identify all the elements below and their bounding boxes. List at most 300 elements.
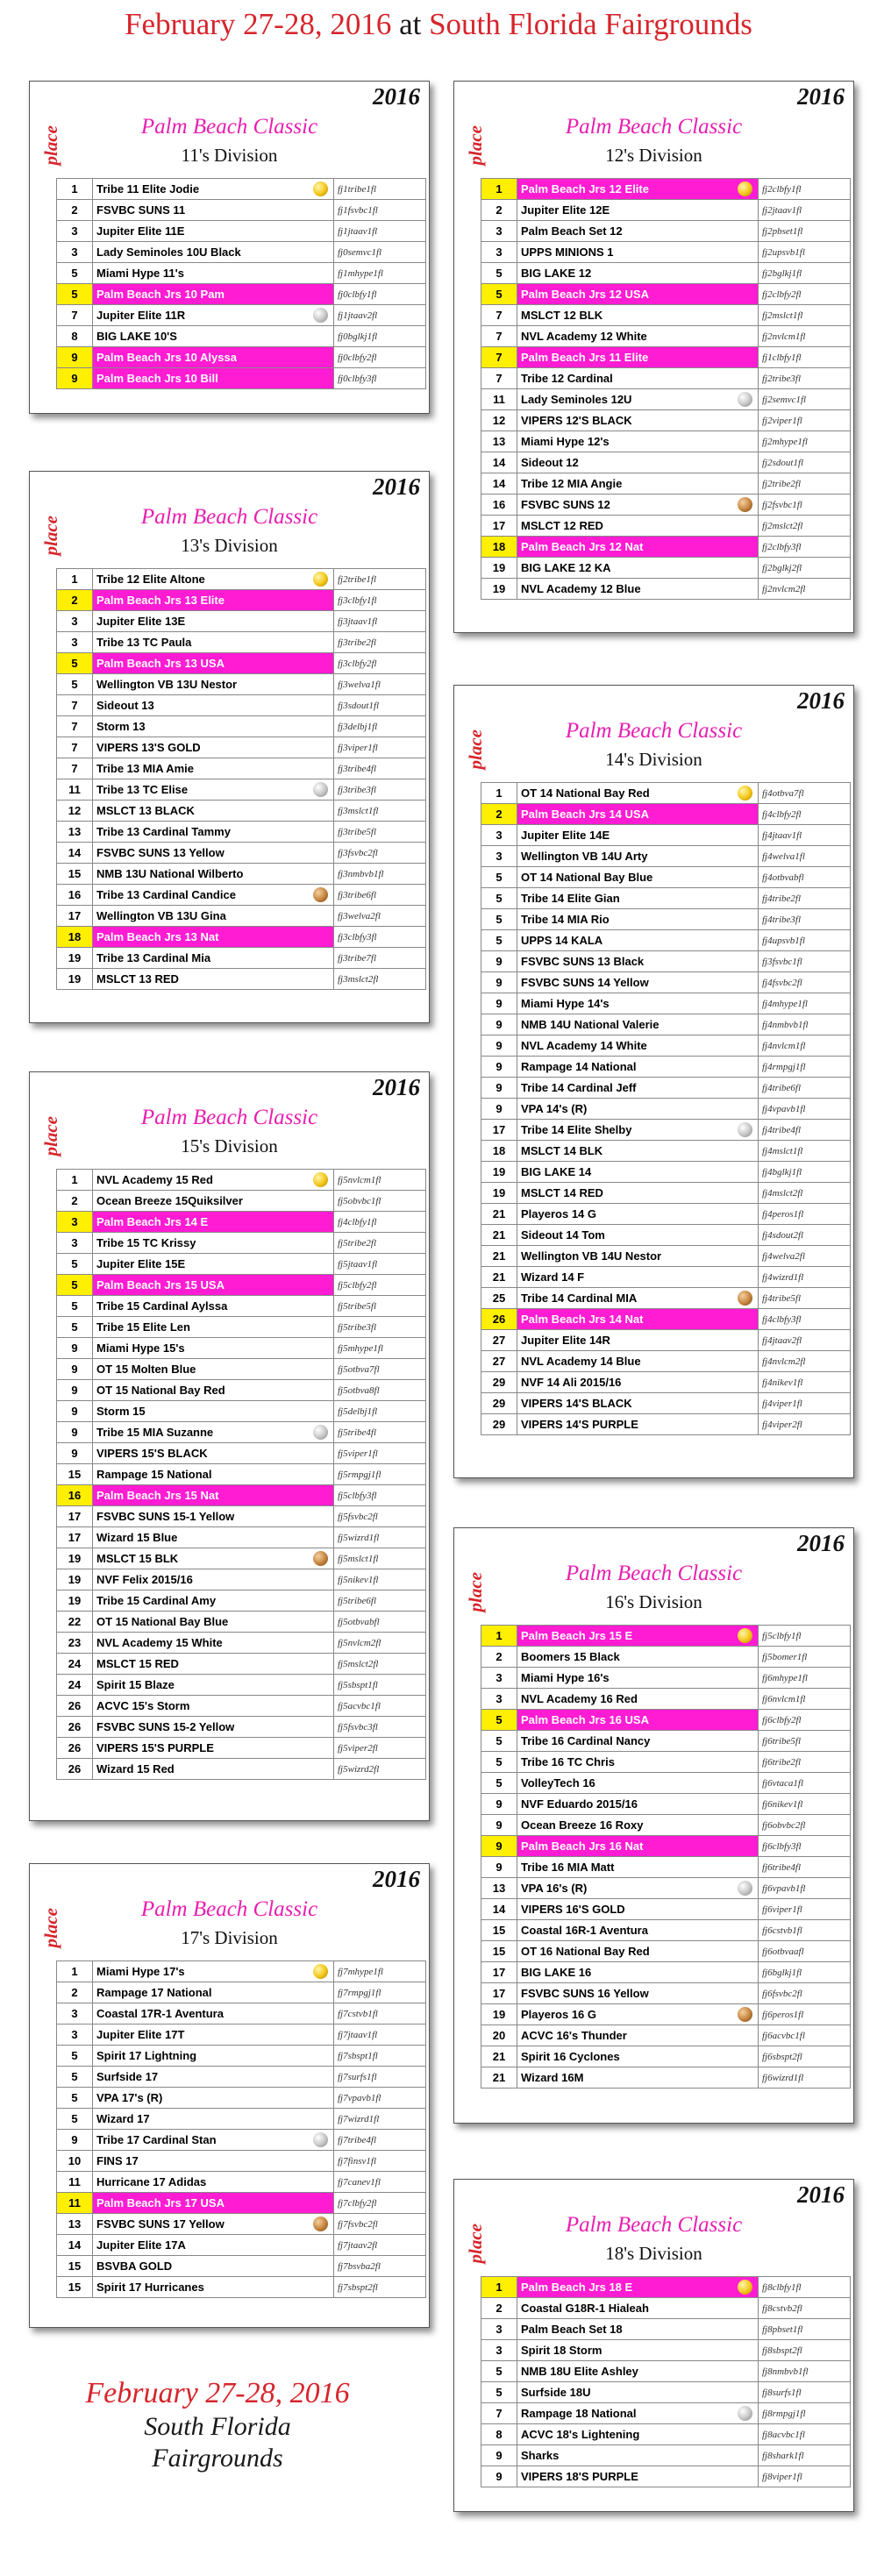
team-cell (517, 1962, 759, 1983)
team-name: Palm Beach Jrs 10 Pam (96, 288, 225, 301)
team-cell (93, 569, 334, 590)
place-cell: 3 (57, 2003, 93, 2025)
standings-table (56, 1169, 426, 1780)
team-code-cell: fj8pbset1fl (759, 2319, 851, 2340)
team-code-cell: fj1tribe1fl (334, 179, 426, 200)
place-label: place (465, 729, 486, 770)
standings-table (481, 1625, 851, 2089)
team-cell (517, 1773, 759, 1794)
gold-medal-icon (738, 2280, 752, 2295)
team-name: Palm Beach Jrs 10 Bill (96, 372, 218, 385)
place-cell: 9 (57, 1401, 93, 1422)
team-name: FSVBC SUNS 15-2 Yellow (96, 1720, 235, 1733)
place-label: place (465, 125, 486, 166)
team-code-cell: fj0bglkj1fl (334, 326, 426, 347)
footer-venue-line1: South Florida (144, 2412, 291, 2441)
team-code-cell: fj4fsvbc2fl (759, 972, 851, 993)
table-row (481, 558, 851, 579)
team-name: Hurricane 17 Adidas (96, 2175, 207, 2188)
team-cell (517, 389, 759, 410)
team-cell (517, 1815, 759, 1836)
table-row (57, 843, 426, 864)
team-code-cell: fj7sbspt2fl (334, 2277, 426, 2298)
place-cell: 9 (481, 1035, 517, 1057)
team-cell (517, 263, 759, 284)
team-name: Lady Seminoles 10U Black (96, 246, 241, 259)
team-cell (93, 2214, 334, 2235)
team-cell (517, 846, 759, 867)
team-name: NVL Academy 16 Red (521, 1692, 638, 1705)
team-code-cell: fj2mhype1fl (759, 431, 851, 452)
team-name: Palm Beach Jrs 15 Nat (96, 1489, 219, 1502)
team-cell (517, 1920, 759, 1941)
team-code-cell: fj7jtaav1fl (334, 2025, 426, 2046)
team-name: NVF Eduardo 2015/16 (521, 1797, 638, 1811)
team-name: Jupiter Elite 17T (96, 2028, 185, 2041)
table-row (481, 804, 851, 825)
team-code-cell: fj6otbvaafl (759, 1941, 851, 1962)
team-cell (517, 473, 759, 495)
team-cell (93, 1170, 334, 1191)
team-code-cell: fj4jtaav1fl (759, 825, 851, 846)
team-name: Coastal 16R-1 Aventura (521, 1924, 648, 1937)
place-label: place (40, 125, 61, 166)
table-row (481, 2424, 851, 2445)
table-row (57, 1275, 426, 1296)
table-row (481, 1141, 851, 1162)
table-row (481, 1204, 851, 1225)
place-cell: 27 (481, 1351, 517, 1372)
division-card (453, 1527, 854, 2124)
team-code-cell: fj5otbva8fl (334, 1380, 426, 1401)
team-name: Palm Beach Jrs 14 E (96, 1215, 209, 1228)
standings-table (56, 1960, 426, 2298)
card-title: Palm Beach Classic (565, 2213, 743, 2237)
team-name: Tribe 16 MIA Matt (521, 1861, 615, 1874)
place-cell: 1 (57, 1961, 93, 1982)
place-cell: 26 (57, 1717, 93, 1738)
table-row (481, 368, 851, 389)
table-row (481, 2277, 851, 2298)
team-name: Spirit 16 Cyclones (521, 2050, 620, 2063)
place-cell: 18 (481, 537, 517, 558)
place-cell: 19 (481, 2004, 517, 2025)
table-row (481, 1941, 851, 1962)
team-cell (517, 1183, 759, 1204)
table-row (481, 1815, 851, 1836)
team-cell (93, 1317, 334, 1338)
team-name: Spirit 15 Blaze (96, 1678, 175, 1691)
place-cell: 3 (57, 242, 93, 263)
team-cell (93, 368, 334, 389)
card-title: Palm Beach Classic (565, 1562, 743, 1585)
place-cell: 9 (481, 1815, 517, 1836)
place-cell: 13 (481, 431, 517, 452)
table-row (481, 1668, 851, 1689)
team-cell (517, 972, 759, 993)
table-row (57, 2172, 426, 2193)
team-cell (93, 1696, 334, 1717)
table-row (481, 410, 851, 431)
team-cell (93, 2277, 334, 2298)
table-row (57, 801, 426, 822)
table-row (57, 674, 426, 695)
team-code-cell: fj0clbfy1fl (334, 284, 426, 305)
team-name: Jupiter Elite 11E (96, 224, 185, 238)
team-name: Ocean Breeze 15Quiksilver (96, 1194, 243, 1207)
place-cell: 5 (481, 2382, 517, 2403)
table-row (57, 969, 426, 990)
team-cell (93, 1717, 334, 1738)
team-name: NVL Academy 15 White (96, 1636, 223, 1649)
place-cell: 26 (57, 1696, 93, 1717)
table-row (481, 2046, 851, 2067)
place-cell: 5 (57, 2088, 93, 2109)
standings-table (56, 568, 426, 990)
team-cell (93, 2046, 334, 2067)
table-row (481, 2298, 851, 2319)
table-row (57, 1191, 426, 1212)
table-row (57, 632, 426, 653)
place-cell: 1 (481, 783, 517, 804)
team-cell (93, 2088, 334, 2109)
team-cell (517, 410, 759, 431)
table-row (481, 783, 851, 804)
team-code-cell: fj6clbfy2fl (759, 1710, 851, 1731)
silver-medal-icon (738, 1881, 752, 1896)
place-cell: 9 (57, 1380, 93, 1401)
place-cell: 3 (481, 825, 517, 846)
place-cell: 8 (481, 2424, 517, 2445)
table-row (481, 221, 851, 242)
card-year: 2016 (373, 83, 420, 110)
table-row (481, 537, 851, 558)
team-code-cell: fj4sdout2fl (759, 1225, 851, 1246)
team-code-cell: fj5mslct2fl (334, 1654, 426, 1675)
table-row (481, 431, 851, 452)
team-name: Jupiter Elite 14R (521, 1334, 610, 1347)
place-cell: 17 (481, 516, 517, 537)
team-name: Sideout 14 Tom (521, 1228, 605, 1242)
team-name: Playeros 16 G (521, 2008, 596, 2021)
division-name: 14's Division (605, 749, 702, 770)
place-label: place (40, 516, 61, 556)
place-cell: 15 (57, 864, 93, 885)
place-cell: 26 (57, 1738, 93, 1759)
table-row (481, 1414, 851, 1435)
team-code-cell: fj5fsvbc2fl (334, 1506, 426, 1527)
team-name: Spirit 18 Storm (521, 2344, 602, 2357)
division-card (29, 1863, 430, 2328)
team-code-cell: fj6cstvb1fl (759, 1920, 851, 1941)
team-name: Miami Hype 11's (96, 267, 184, 280)
team-code-cell: fj6tribe5fl (759, 1731, 851, 1752)
team-cell (93, 2235, 334, 2256)
place-cell: 5 (57, 263, 93, 284)
team-name: Wizard 14 F (521, 1270, 585, 1284)
team-cell (517, 431, 759, 452)
header-at: at (399, 7, 422, 41)
place-cell: 2 (57, 1982, 93, 2003)
team-cell (517, 537, 759, 558)
place-cell: 21 (481, 1246, 517, 1267)
team-code-cell: fj6nvlcm1fl (759, 1689, 851, 1710)
team-name: Wizard 15 Blue (96, 1531, 178, 1544)
team-name: Sideout 12 (521, 456, 579, 469)
place-cell: 21 (481, 1225, 517, 1246)
team-cell (517, 825, 759, 846)
table-row (57, 864, 426, 885)
team-cell (93, 1612, 334, 1633)
table-row (57, 1338, 426, 1359)
team-code-cell: fj6vtaca1fl (759, 1773, 851, 1794)
place-cell: 5 (57, 284, 93, 305)
team-code-cell: fj5otbvabfl (334, 1612, 426, 1633)
team-name: Ocean Breeze 16 Roxy (521, 1818, 644, 1832)
team-cell (517, 1393, 759, 1414)
team-cell (93, 674, 334, 695)
team-name: UPPS 14 KALA (521, 934, 603, 947)
place-cell: 7 (481, 305, 517, 326)
team-cell (93, 326, 334, 347)
place-cell: 5 (481, 284, 517, 305)
team-name: Palm Beach Jrs 12 Elite (521, 182, 649, 196)
division-name: 18's Division (605, 2243, 702, 2264)
team-code-cell: fj2nvlcm2fl (759, 579, 851, 600)
team-name: Coastal G18R-1 Hialeah (521, 2302, 649, 2315)
place-cell: 1 (481, 1626, 517, 1647)
team-code-cell: fj4nvlcm1fl (759, 1035, 851, 1057)
table-row (57, 695, 426, 716)
team-code-cell: fj6obvbc2fl (759, 1815, 851, 1836)
team-name: Storm 13 (96, 720, 146, 733)
table-row (57, 1212, 426, 1233)
place-cell: 18 (57, 927, 93, 948)
team-code-cell: fj3delbj1fl (334, 716, 426, 737)
table-row (57, 2088, 426, 2109)
team-code-cell: fj2tribe1fl (334, 569, 426, 590)
team-cell (93, 200, 334, 221)
place-cell: 3 (57, 2025, 93, 2046)
team-code-cell: fj6tribe2fl (759, 1752, 851, 1773)
place-cell: 21 (481, 2067, 517, 2089)
team-cell (517, 200, 759, 221)
team-cell (93, 1443, 334, 1464)
team-name: VolleyTech 16 (521, 1776, 595, 1790)
team-cell (93, 1633, 334, 1654)
team-code-cell: fj5sbspt1fl (334, 1675, 426, 1696)
place-cell: 19 (57, 948, 93, 969)
team-cell (93, 2109, 334, 2130)
team-cell (517, 2361, 759, 2382)
table-row (57, 1443, 426, 1464)
team-name: FINS 17 (96, 2154, 139, 2167)
team-code-cell: fj7sbspt1fl (334, 2046, 426, 2067)
team-cell (517, 1162, 759, 1183)
team-code-cell: fj5acvbc1fl (334, 1696, 426, 1717)
team-cell (93, 737, 334, 758)
place-cell: 10 (57, 2151, 93, 2172)
team-cell (517, 242, 759, 263)
team-cell (93, 1191, 334, 1212)
page-footer (42, 2376, 393, 2474)
card-title: Palm Beach Classic (565, 115, 743, 139)
team-code-cell: fj3welva2fl (334, 906, 426, 927)
team-code-cell: fj7fsvbc2fl (334, 2214, 426, 2235)
bronze-medal-icon (738, 2007, 752, 2022)
team-code-cell: fj0clbfy3fl (334, 368, 426, 389)
team-cell (517, 1035, 759, 1057)
place-cell: 5 (481, 263, 517, 284)
place-label: place (40, 1908, 61, 1948)
card-title: Palm Beach Classic (140, 505, 318, 529)
team-code-cell: fj8cstvb2fl (759, 2298, 851, 2319)
team-name: Palm Beach Jrs 18 E (521, 2281, 633, 2294)
table-row (57, 885, 426, 906)
team-code-cell: fj5tribe3fl (334, 1317, 426, 1338)
table-row (481, 1330, 851, 1351)
place-cell: 12 (57, 801, 93, 822)
place-cell: 5 (57, 1254, 93, 1275)
team-code-cell: fj3clbfy2fl (334, 653, 426, 674)
table-row (57, 569, 426, 590)
table-row (57, 1633, 426, 1654)
team-name: Palm Beach Jrs 17 USA (96, 2196, 225, 2210)
team-code-cell: fj4tribe3fl (759, 909, 851, 930)
team-name: Wellington VB 13U Nestor (96, 678, 238, 691)
team-code-cell: fj5viper1fl (334, 1443, 426, 1464)
team-name: FSVBC SUNS 11 (96, 203, 186, 217)
team-code-cell: fj2jtaav1fl (759, 200, 851, 221)
team-code-cell: fj4viper2fl (759, 1414, 851, 1435)
team-cell (517, 368, 759, 389)
division-card (29, 81, 430, 414)
table-row (57, 347, 426, 368)
table-row (481, 1836, 851, 1857)
team-name: BIG LAKE 10'S (96, 330, 177, 343)
place-cell: 5 (481, 2361, 517, 2382)
table-row (481, 579, 851, 600)
team-name: Tribe 15 Elite Len (96, 1320, 190, 1334)
team-name: Spirit 17 Hurricanes (96, 2281, 204, 2294)
team-name: Tribe 11 Elite Jodie (96, 182, 200, 196)
team-name: Miami Hype 16's (521, 1671, 610, 1684)
team-code-cell: fj7vpavb1fl (334, 2088, 426, 2109)
bronze-medal-icon (738, 497, 752, 512)
team-name: Jupiter Elite 17A (96, 2238, 186, 2252)
table-row (481, 2403, 851, 2424)
team-cell (517, 326, 759, 347)
place-cell: 19 (481, 1162, 517, 1183)
place-cell: 3 (481, 2340, 517, 2361)
team-name: MSLCT 13 RED (96, 972, 179, 986)
table-row (57, 1401, 426, 1422)
table-row (481, 1899, 851, 1920)
table-row (481, 846, 851, 867)
table-row (57, 179, 426, 200)
team-name: VIPERS 13'S GOLD (96, 741, 201, 754)
team-name: OT 14 National Bay Red (521, 786, 650, 800)
team-code-cell: fj6acvbc1fl (759, 2025, 851, 2046)
table-row (481, 2340, 851, 2361)
team-cell (517, 2046, 759, 2067)
team-cell (93, 822, 334, 843)
place-cell: 7 (481, 368, 517, 389)
table-row (481, 1626, 851, 1647)
table-row (481, 1794, 851, 1815)
place-cell: 5 (57, 1317, 93, 1338)
table-row (481, 389, 851, 410)
team-cell (93, 885, 334, 906)
place-cell: 29 (481, 1372, 517, 1393)
team-name: BSVBA GOLD (96, 2259, 173, 2273)
table-row (57, 2235, 426, 2256)
team-code-cell: fj5obvbc1fl (334, 1191, 426, 1212)
team-code-cell: fj6bglkj1fl (759, 1962, 851, 1983)
place-cell: 8 (57, 326, 93, 347)
team-code-cell: fj3tribe2fl (334, 632, 426, 653)
team-name: Coastal 17R-1 Aventura (96, 2007, 224, 2020)
place-cell: 21 (481, 1204, 517, 1225)
team-cell (93, 2003, 334, 2025)
team-cell (517, 179, 759, 200)
team-cell (93, 632, 334, 653)
team-name: FSVBC SUNS 15-1 Yellow (96, 1510, 235, 1523)
table-row (57, 1380, 426, 1401)
team-cell (517, 1836, 759, 1857)
team-cell (517, 867, 759, 888)
card-year: 2016 (797, 2181, 845, 2208)
team-name: VPA 17's (R) (96, 2091, 163, 2104)
table-row (481, 951, 851, 972)
table-row (481, 200, 851, 221)
place-label: place (40, 1116, 61, 1156)
team-code-cell: fj4tribe5fl (759, 1288, 851, 1309)
team-code-cell: fj4jtaav2fl (759, 1330, 851, 1351)
team-name: Palm Beach Set 18 (521, 2323, 623, 2336)
place-cell: 19 (57, 1548, 93, 1569)
table-row (57, 1612, 426, 1633)
team-name: Jupiter Elite 11R (96, 309, 186, 322)
table-row (57, 779, 426, 801)
table-row (57, 2277, 426, 2298)
card-year: 2016 (373, 1866, 420, 1892)
team-cell (517, 1731, 759, 1752)
place-cell: 9 (57, 1338, 93, 1359)
team-cell (517, 804, 759, 825)
place-cell: 26 (481, 1309, 517, 1330)
table-row (481, 242, 851, 263)
table-row (481, 1183, 851, 1204)
table-row (57, 1548, 426, 1569)
table-row (57, 1359, 426, 1380)
table-row (57, 716, 426, 737)
table-row (57, 1675, 426, 1696)
table-row (481, 1647, 851, 1668)
place-cell: 24 (57, 1654, 93, 1675)
team-name: Palm Beach Set 12 (521, 224, 623, 238)
team-code-cell: fj4nvlcm2fl (759, 1351, 851, 1372)
team-code-cell: fj5jtaav1fl (334, 1254, 426, 1275)
team-cell (93, 1254, 334, 1275)
page-header (0, 7, 877, 42)
team-code-cell: fj7mhype1fl (334, 1961, 426, 1982)
table-row (481, 2361, 851, 2382)
team-cell (93, 2130, 334, 2151)
place-cell: 15 (481, 1941, 517, 1962)
place-cell: 9 (481, 1014, 517, 1035)
team-name: FSVBC SUNS 17 Yellow (96, 2217, 225, 2231)
